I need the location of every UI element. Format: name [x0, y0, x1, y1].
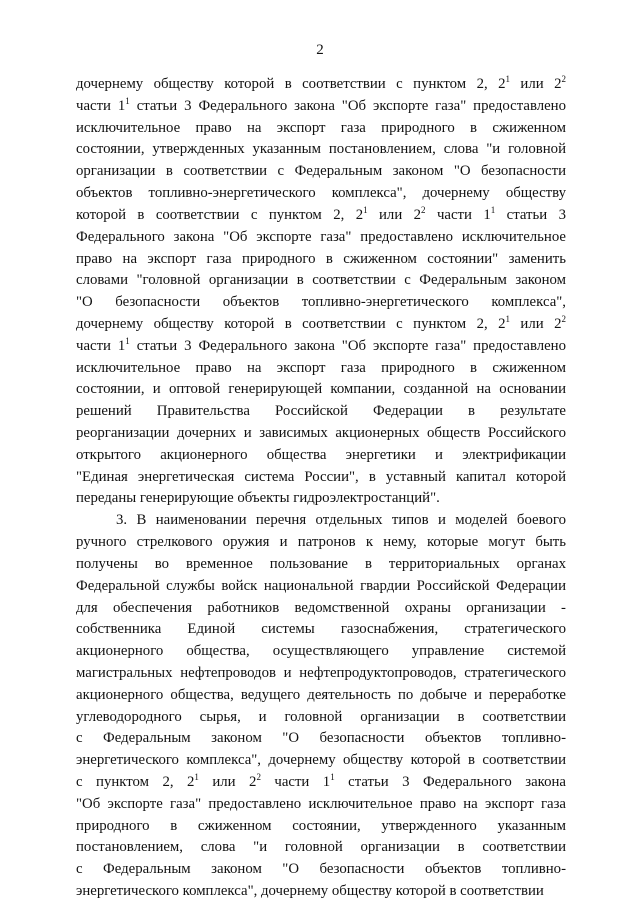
text-line: ручного стрелкового оружия и патронов к нему, которые могут быть [76, 534, 566, 551]
text-line: реорганизации дочерних и зависимых акционерных обществ Российского [76, 425, 566, 441]
text-line: природного в сжиженном состоянии, утвержденного указанным [76, 817, 566, 834]
text-line: энергетического комплекса", дочернему обществу которой в соответствии [76, 883, 544, 900]
text-line: Федерального закона "Об экспорте газа" предоставлено исключительное [76, 228, 566, 245]
text-line: исключительное право на экспорт газа природного в сжиженном [76, 359, 566, 376]
text-line: собственника Единой системы газоснабжения, стратегического [76, 621, 566, 638]
body-text [76, 74, 566, 903]
text-line: "О безопасности объектов топливно-энергетического комплекса", [76, 294, 566, 311]
text-line: части $1^1$ статьи 3 Федерального закона "Об экспорте газа" предоставлено [76, 95, 567, 114]
text-line: 3. В наименовании перечня отдельных типов и моделей боевого [116, 512, 566, 529]
text-line: исключительное право на экспорт газа природного в сжиженном [76, 119, 566, 136]
text-line: энергетического комплекса", дочернему обществу которой в соответствии [76, 752, 566, 769]
text-line: словами "головной организации в соответствии с Федеральным законом [76, 272, 566, 289]
text-line: организации в соответствии с Федеральным законом "О безопасности [76, 163, 566, 180]
text-line: части $1^1$ статьи 3 Федерального закона "Об экспорте газа" предоставлено [76, 335, 567, 354]
text-line: которой в соответствии с пунктом 2, $2^1$ или $2^2$ части $1^1$ статьи 3 [76, 204, 566, 223]
text-line: дочернему обществу которой в соответствии с пунктом 2, $2^1$ или $2^2$ [76, 74, 566, 92]
text-line: состоянии, и оптовой генерирующей компании, созданной на основании [76, 381, 566, 398]
text-line: углеводородного сырья, и головной организации в соответствии [76, 708, 566, 725]
text-line: акционерного общества, осуществляющего управление системой [76, 643, 566, 660]
text-line: постановлением, слова "и головной организации в соответствии [76, 839, 566, 856]
text-line: с Федеральным законом "О безопасности объектов топливно- [76, 861, 566, 878]
text-line: право на экспорт газа природного в сжиженном состоянии" заменить [76, 250, 566, 267]
text-line: "Об экспорте газа" предоставлено исключительное право на экспорт газа [76, 795, 566, 812]
text-line: дочернему обществу которой в соответствии с пунктом 2, $2^1$ или $2^2$ [76, 313, 566, 332]
text-line: с пунктом 2, $2^1$ или $2^2$ части $1^1$ статьи 3 Федерального закона [76, 772, 566, 790]
text-line: решений Правительства Российской Федерации в результате [76, 403, 566, 420]
text-line: "Единая энергетическая система России", в уставный капитал которой [76, 468, 566, 485]
text-line: состоянии, утвержденных указанным постановлением, слова "и головной [76, 141, 566, 158]
text-line: открытого акционерного общества энергетики и электрификации [76, 446, 566, 463]
text-line: Федеральной службы войск национальной гвардии Российской Федерации [76, 577, 566, 594]
page-number: 2 [316, 42, 324, 58]
text-line: для обеспечения работников ведомственной охраны организации - [76, 599, 566, 616]
text-line: акционерного общества, ведущего деятельность по добыче и переработке [76, 686, 566, 703]
text-line: получены во временное пользование в территориальных органах [76, 555, 566, 572]
text-line: с Федеральным законом "О безопасности объектов топливно- [76, 730, 566, 747]
text-line: объектов топливно-энергетического комплекса", дочернему обществу [76, 185, 566, 202]
text-line: магистральных нефтепроводов и нефтепродуктопроводов, стратегического [76, 664, 566, 681]
text-line: переданы генерирующие объекты гидроэлектростанций". [76, 490, 440, 507]
